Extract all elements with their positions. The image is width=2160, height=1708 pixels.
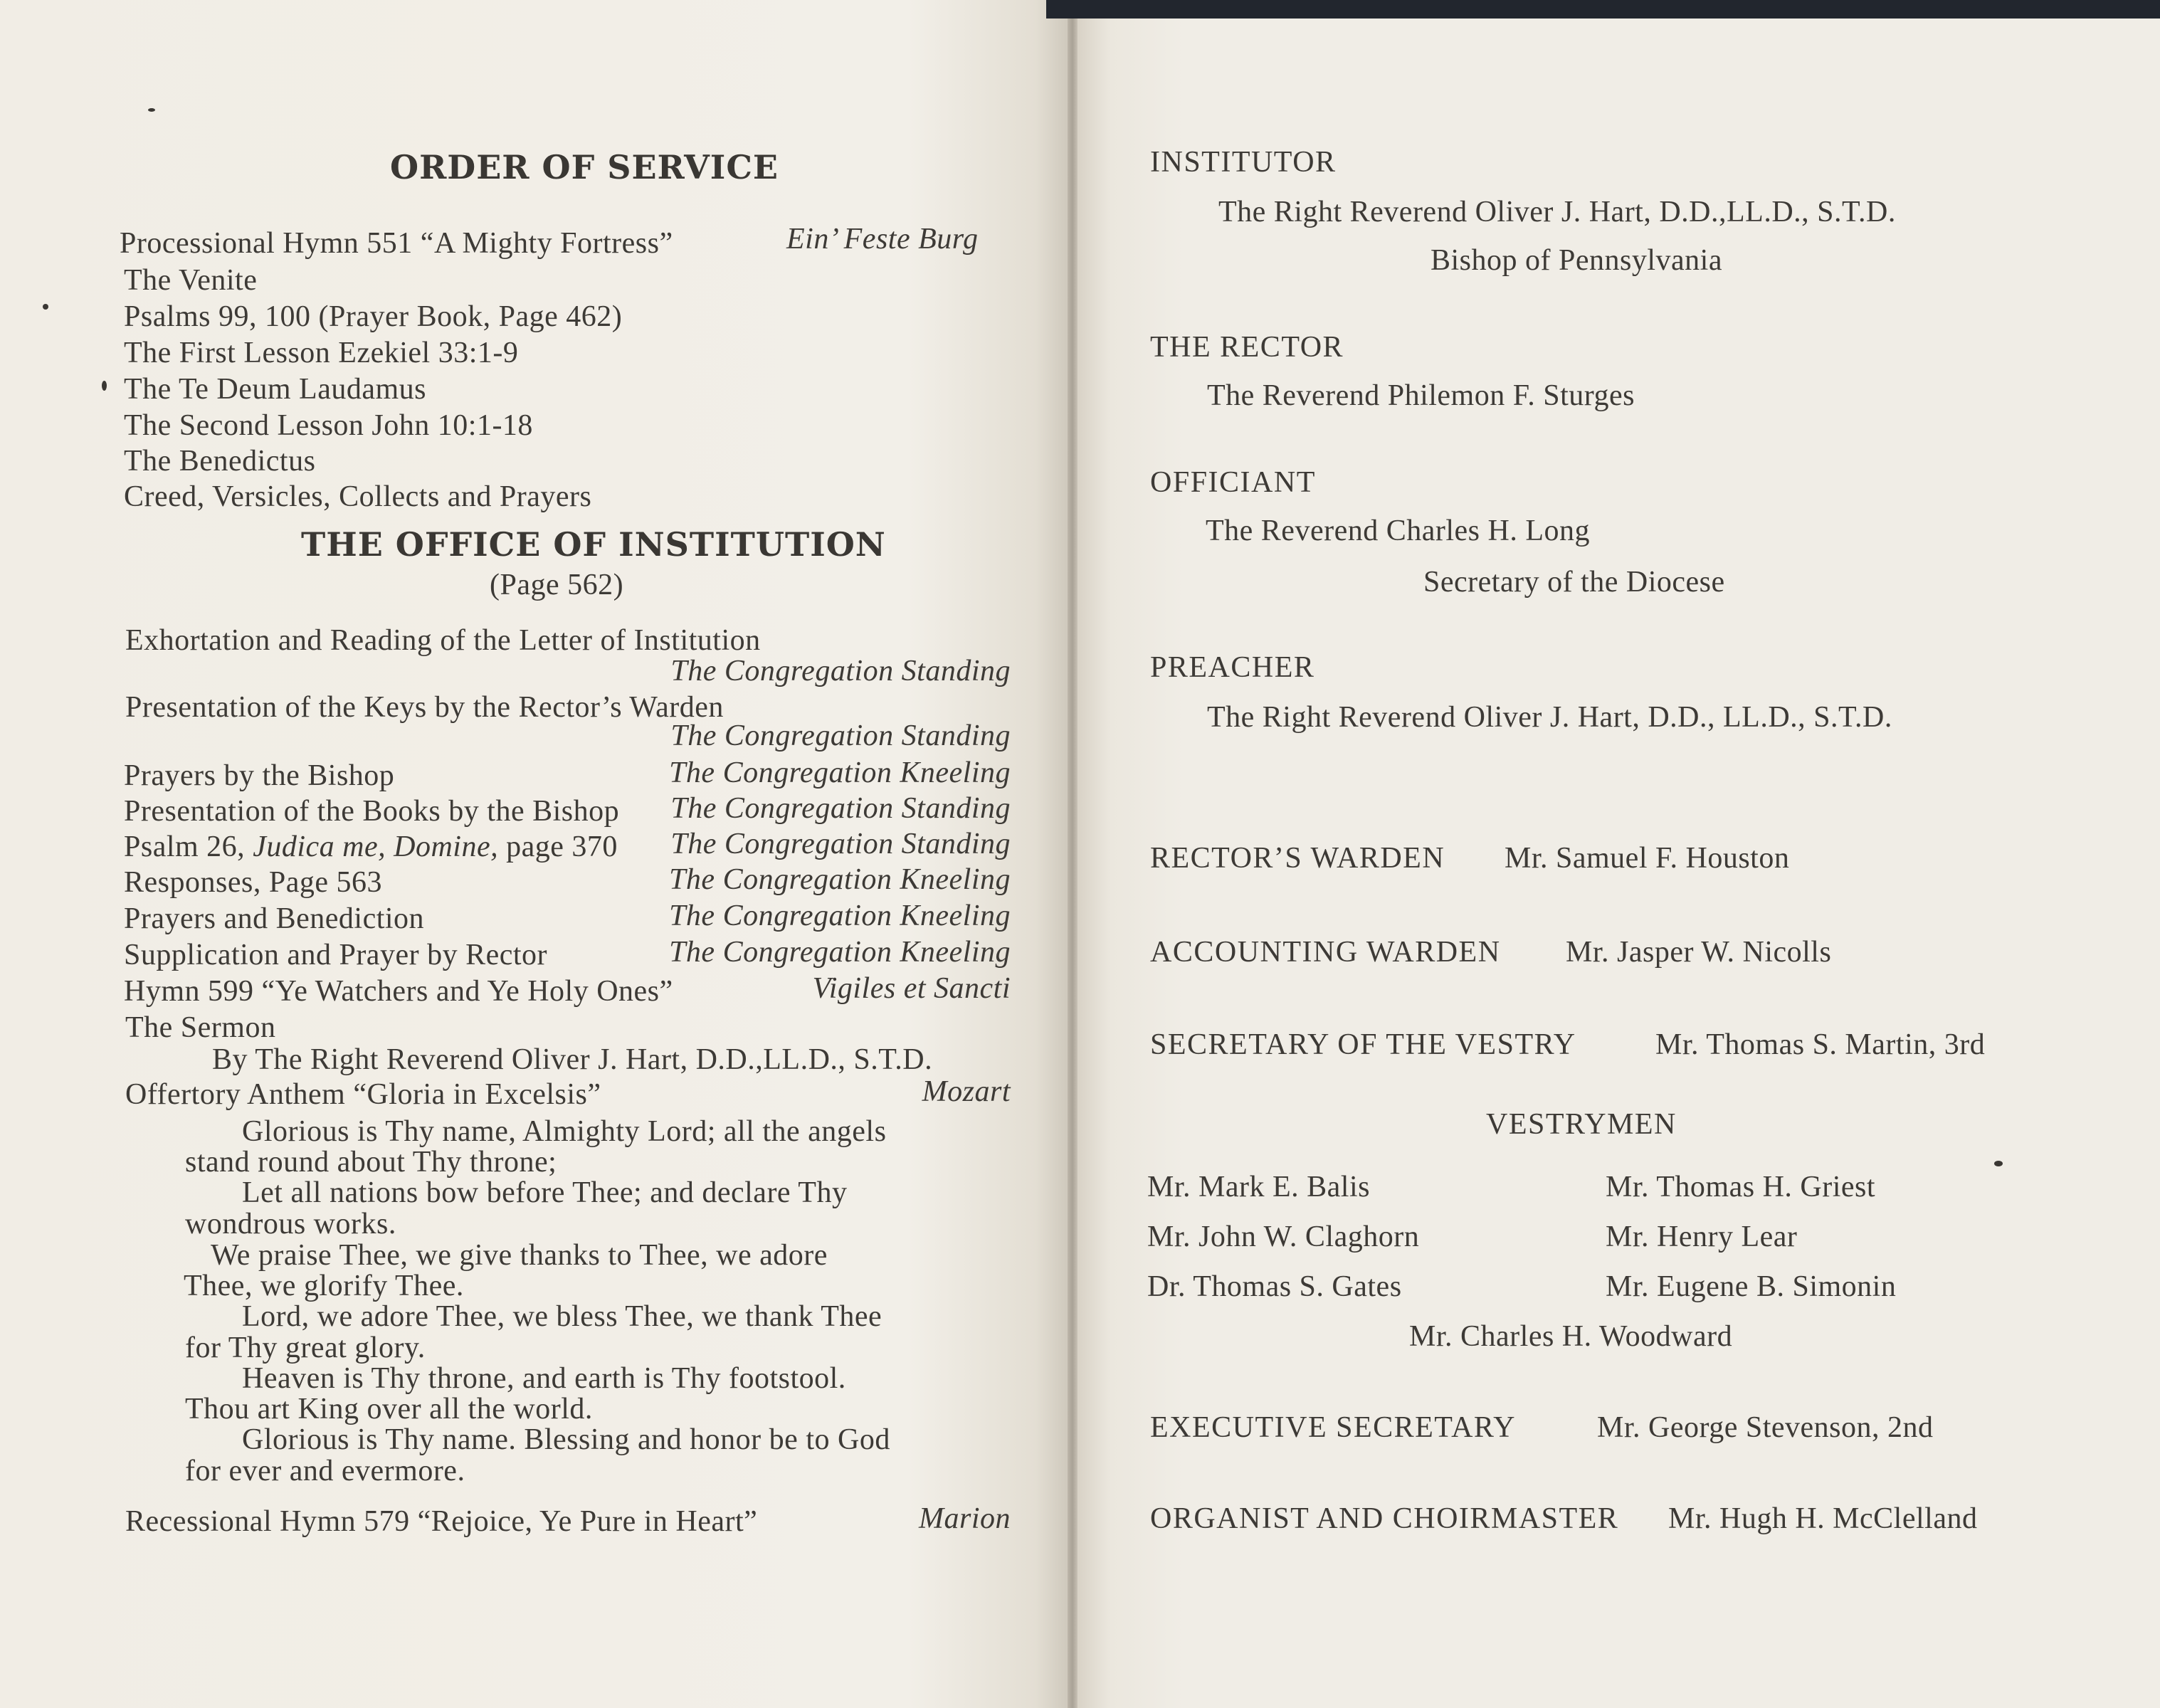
book-gutter: [1068, 0, 1078, 1708]
recessional-hymn: Recessional Hymn 579 “Rejoice, Ye Pure in Heart”: [125, 1505, 758, 1538]
institutor-name: The Right Reverend Oliver J. Hart, D.D.,LL.D., S.T.D.: [1218, 196, 1896, 228]
institutor-title: Bishop of Pennsylvania: [1431, 244, 1722, 277]
officiant-label: OFFICIANT: [1150, 466, 1316, 499]
hymn-tune: Vigiles et Sancti: [812, 972, 1011, 1005]
anthem-line: Heaven is Thy throne, and earth is Thy footstool.: [242, 1362, 846, 1395]
institution-item: Presentation of the Books by the Bishop: [124, 795, 620, 828]
institution-item: Supplication and Prayer by Rector: [124, 939, 548, 971]
institution-item: Hymn 599 “Ye Watchers and Ye Holy Ones”: [124, 975, 673, 1008]
executive-secretary-label: EXECUTIVE SECRETARY: [1150, 1411, 1516, 1444]
institution-item: Exhortation and Reading of the Letter of Institution: [125, 624, 761, 657]
order-item: Processional Hymn 551 “A Mighty Fortress”: [120, 227, 673, 260]
ink-speck: [43, 304, 48, 310]
ink-speck: [102, 381, 107, 391]
institutor-label: INSTITUTOR: [1150, 146, 1337, 179]
sermon-preacher: By The Right Reverend Oliver J. Hart, D.D.,LL.D., S.T.D.: [212, 1043, 933, 1076]
anthem-line: wondrous works.: [185, 1208, 396, 1240]
background-edge: [1046, 0, 2160, 19]
institution-page-ref: (Page 562): [490, 569, 624, 601]
officiant-name: The Reverend Charles H. Long: [1206, 515, 1591, 547]
order-item: The Te Deum Laudamus: [124, 373, 426, 406]
congregation-posture: The Congregation Standing: [670, 792, 1011, 825]
anthem-line: for Thy great glory.: [185, 1332, 426, 1364]
institution-item: [124, 830, 618, 864]
vestryman: Mr. Eugene B. Simonin: [1606, 1270, 1897, 1303]
anthem-line: We praise Thee, we give thanks to Thee, we adore: [211, 1239, 828, 1272]
rectors-warden-label: RECTOR’S WARDEN: [1150, 842, 1445, 875]
institution-item: Responses, Page 563: [124, 866, 382, 899]
congregation-posture: The Congregation Standing: [670, 828, 1011, 860]
vestryman: Mr. Charles H. Woodward: [1409, 1320, 1733, 1353]
rector-name: The Reverend Philemon F. Sturges: [1207, 379, 1635, 412]
order-item: The Benedictus: [124, 445, 316, 478]
vestryman: Mr. Mark E. Balis: [1147, 1171, 1370, 1203]
psalm-label: Psalm 26,: [124, 831, 246, 863]
order-item: The Venite: [124, 264, 258, 297]
anthem-line: Thee, we glorify Thee.: [184, 1270, 464, 1302]
institution-item: Prayers and Benediction: [124, 902, 425, 935]
order-item: The Second Lesson John 10:1-18: [124, 409, 533, 442]
congregation-posture: The Congregation Kneeling: [669, 757, 1011, 789]
anthem-line: for ever and evermore.: [185, 1455, 465, 1487]
ink-speck: [1994, 1161, 2003, 1166]
anthem-line: Thou art King over all the world.: [185, 1393, 593, 1425]
secretary-vestry-name: Mr. Thomas S. Martin, 3rd: [1655, 1028, 1986, 1061]
vestryman: Mr. Thomas H. Griest: [1606, 1171, 1876, 1203]
anthem-line: Lord, we adore Thee, we bless Thee, we thank Thee: [242, 1300, 883, 1333]
accounting-warden-name: Mr. Jasper W. Nicolls: [1566, 936, 1832, 969]
anthem-line: Let all nations bow before Thee; and declare Thy: [242, 1176, 848, 1209]
offertory-anthem: Offertory Anthem “Gloria in Excelsis”: [125, 1078, 601, 1111]
psalm-latin-title: Judica me, Domine,: [253, 831, 499, 863]
preacher-label: PREACHER: [1150, 651, 1315, 684]
officiant-title: Secretary of the Diocese: [1423, 566, 1725, 599]
anthem-line: Glorious is Thy name, Almighty Lord; all the angels: [242, 1115, 887, 1148]
order-item: Creed, Versicles, Collects and Prayers: [124, 480, 592, 513]
psalm-page: page 370: [506, 831, 618, 863]
executive-secretary-name: Mr. George Stevenson, 2nd: [1597, 1411, 1934, 1444]
rectors-warden-name: Mr. Samuel F. Houston: [1505, 842, 1790, 875]
preacher-name: The Right Reverend Oliver J. Hart, D.D., LL.D., S.T.D.: [1207, 701, 1892, 734]
organist-label: ORGANIST AND CHOIRMASTER: [1150, 1502, 1619, 1535]
rector-label: THE RECTOR: [1150, 331, 1344, 364]
ink-speck: [148, 108, 155, 112]
congregation-posture: The Congregation Standing: [670, 719, 1011, 752]
anthem-line: Glorious is Thy name. Blessing and honor be to God: [242, 1423, 890, 1456]
organist-name: Mr. Hugh H. McClelland: [1668, 1502, 1978, 1535]
office-of-institution-title: THE OFFICE OF INSTITUTION: [301, 525, 886, 564]
secretary-vestry-label: SECRETARY OF THE VESTRY: [1150, 1028, 1576, 1061]
accounting-warden-label: ACCOUNTING WARDEN: [1150, 936, 1501, 969]
order-of-service-title: ORDER OF SERVICE: [390, 148, 779, 186]
congregation-posture: The Congregation Standing: [670, 655, 1011, 687]
order-item: The First Lesson Ezekiel 33:1-9: [124, 337, 519, 369]
congregation-posture: The Congregation Kneeling: [669, 863, 1011, 896]
vestryman: Mr. Henry Lear: [1606, 1221, 1798, 1253]
anthem-line: stand round about Thy throne;: [185, 1146, 557, 1179]
order-item: Psalms 99, 100 (Prayer Book, Page 462): [124, 300, 623, 333]
order-item-tune: Ein’ Feste Burg: [786, 223, 979, 255]
vestrymen-label: VESTRYMEN: [1486, 1108, 1677, 1141]
congregation-posture: The Congregation Kneeling: [669, 936, 1011, 969]
sermon-label: The Sermon: [125, 1011, 276, 1044]
institution-item: Presentation of the Keys by the Rector’s Warden: [125, 691, 724, 724]
institution-item: Prayers by the Bishop: [124, 759, 395, 792]
hymn-tune: Marion: [919, 1502, 1011, 1535]
congregation-posture: The Congregation Kneeling: [669, 900, 1011, 932]
vestryman: Dr. Thomas S. Gates: [1147, 1270, 1402, 1303]
vestryman: Mr. John W. Claghorn: [1147, 1221, 1420, 1253]
anthem-composer: Mozart: [922, 1075, 1011, 1108]
